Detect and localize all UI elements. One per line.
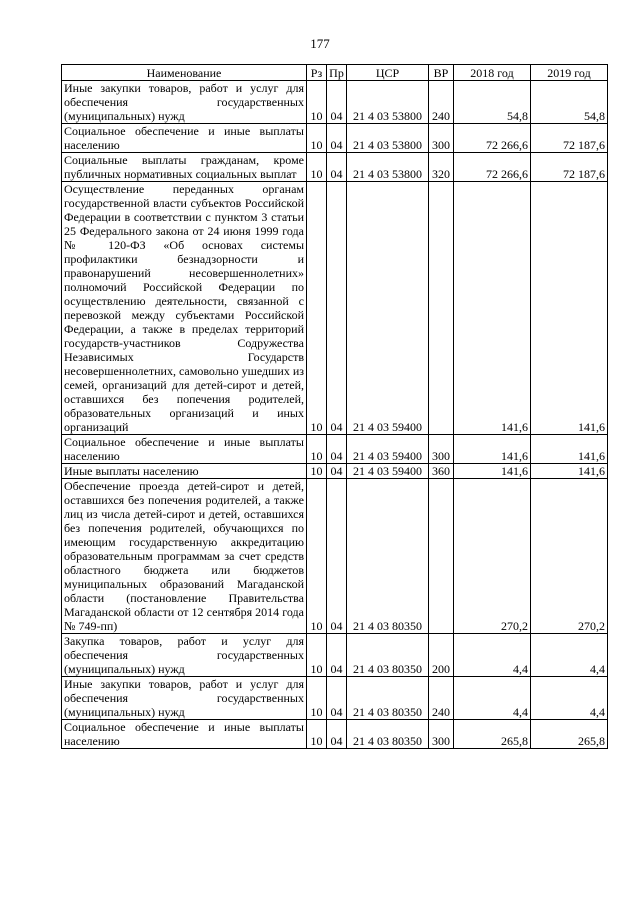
row-2019: 54,8	[531, 81, 608, 124]
row-name: Социальные выплаты гражданам, кроме публичных нормативных социальных выплат	[62, 153, 307, 182]
row-rz: 10	[307, 464, 327, 479]
table-row	[62, 435, 608, 464]
row-2018: 72 266,6	[454, 153, 531, 182]
row-pr: 04	[327, 479, 347, 634]
row-name: Иные выплаты населению	[62, 464, 307, 479]
table-row	[62, 464, 608, 479]
row-vr: 300	[429, 124, 454, 153]
row-rz: 10	[307, 124, 327, 153]
row-csr: 21 4 03 80350	[347, 677, 429, 720]
row-vr: 320	[429, 153, 454, 182]
row-vr: 360	[429, 464, 454, 479]
row-rz: 10	[307, 720, 327, 749]
table-row	[62, 182, 608, 435]
row-pr: 04	[327, 124, 347, 153]
row-2019: 141,6	[531, 435, 608, 464]
row-vr	[429, 182, 454, 435]
row-pr: 04	[327, 634, 347, 677]
row-2018: 141,6	[454, 182, 531, 435]
row-2019: 4,4	[531, 677, 608, 720]
row-name: Социальное обеспечение и иные выплаты населению	[62, 124, 307, 153]
row-name: Социальное обеспечение и иные выплаты населению	[62, 435, 307, 464]
row-2018: 4,4	[454, 634, 531, 677]
table-row	[62, 634, 608, 677]
row-csr: 21 4 03 53800	[347, 81, 429, 124]
row-2018: 270,2	[454, 479, 531, 634]
row-pr: 04	[327, 720, 347, 749]
table-row	[62, 479, 608, 634]
table-row	[62, 677, 608, 720]
row-pr: 04	[327, 182, 347, 435]
row-2019: 72 187,6	[531, 153, 608, 182]
row-rz: 10	[307, 634, 327, 677]
row-pr: 04	[327, 677, 347, 720]
table-row	[62, 153, 608, 182]
header-2018: 2018 год	[454, 65, 531, 81]
row-csr: 21 4 03 53800	[347, 124, 429, 153]
row-2019: 141,6	[531, 464, 608, 479]
row-rz: 10	[307, 182, 327, 435]
row-csr: 21 4 03 59400	[347, 435, 429, 464]
header-csr: ЦСР	[347, 65, 429, 81]
row-pr: 04	[327, 81, 347, 124]
row-name: Осуществление переданных органам государственной власти субъектов Российской Федерации в соответствии с пунктом 3 статьи 25 Федерального закона от 24 июня 1999 года № 120-ФЗ «Об основах системы профилактики безнадзорности и правонарушений несовершеннолетних» полномочий Российской Федерации по осуществлению деятельности, связанной с перевозкой между субъектами Российской Федерации, а также в пределах территорий государств-участников Содружества Независимых Государств несовершеннолетних, самовольно ушедших из семей, организаций для детей-сирот и детей, оставшихся без попечения родителей, образовательных организаций и иных организаций	[62, 182, 307, 435]
row-rz: 10	[307, 81, 327, 124]
row-2018: 265,8	[454, 720, 531, 749]
row-2019: 72 187,6	[531, 124, 608, 153]
row-rz: 10	[307, 435, 327, 464]
row-vr: 240	[429, 677, 454, 720]
row-2019: 141,6	[531, 182, 608, 435]
table-header-row	[62, 65, 608, 81]
row-vr	[429, 479, 454, 634]
row-csr: 21 4 03 80350	[347, 479, 429, 634]
header-pr: Пр	[327, 65, 347, 81]
row-csr: 21 4 03 59400	[347, 182, 429, 435]
table-row	[62, 720, 608, 749]
row-vr: 300	[429, 435, 454, 464]
table-row	[62, 124, 608, 153]
header-2019: 2019 год	[531, 65, 608, 81]
row-name: Иные закупки товаров, работ и услуг для обеспечения государственных (муниципальных) нужд	[62, 677, 307, 720]
table-row	[62, 81, 608, 124]
row-vr: 200	[429, 634, 454, 677]
row-2019: 4,4	[531, 634, 608, 677]
row-rz: 10	[307, 153, 327, 182]
row-pr: 04	[327, 435, 347, 464]
page-number: 177	[310, 36, 330, 51]
row-2018: 4,4	[454, 677, 531, 720]
row-rz: 10	[307, 479, 327, 634]
row-csr: 21 4 03 80350	[347, 634, 429, 677]
row-2019: 265,8	[531, 720, 608, 749]
header-vr: ВР	[429, 65, 454, 81]
budget-table	[61, 64, 608, 749]
row-csr: 21 4 03 80350	[347, 720, 429, 749]
row-rz: 10	[307, 677, 327, 720]
row-pr: 04	[327, 153, 347, 182]
row-name: Социальное обеспечение и иные выплаты населению	[62, 720, 307, 749]
row-vr: 300	[429, 720, 454, 749]
row-2018: 72 266,6	[454, 124, 531, 153]
row-csr: 21 4 03 59400	[347, 464, 429, 479]
row-name: Иные закупки товаров, работ и услуг для обеспечения государственных (муниципальных) нужд	[62, 81, 307, 124]
row-pr: 04	[327, 464, 347, 479]
header-name: Наименование	[62, 65, 307, 81]
row-name: Обеспечение проезда детей-сирот и детей, оставшихся без попечения родителей, а также лиц из числа детей-сирот и детей, оставшихся без попечения родителей, обучающихся по имеющим государственную аккредитацию образовательным программам за счет средств областного бюджета или бюджетов муниципальных образований Магаданской области (постановление Правительства Магаданской области от 12 сентября 2014 года № 749-пп)	[62, 479, 307, 634]
row-csr: 21 4 03 53800	[347, 153, 429, 182]
row-2019: 270,2	[531, 479, 608, 634]
row-vr: 240	[429, 81, 454, 124]
row-name: Закупка товаров, работ и услуг для обеспечения государственных (муниципальных) нужд	[62, 634, 307, 677]
row-2018: 141,6	[454, 464, 531, 479]
row-2018: 141,6	[454, 435, 531, 464]
row-2018: 54,8	[454, 81, 531, 124]
header-rz: Рз	[307, 65, 327, 81]
